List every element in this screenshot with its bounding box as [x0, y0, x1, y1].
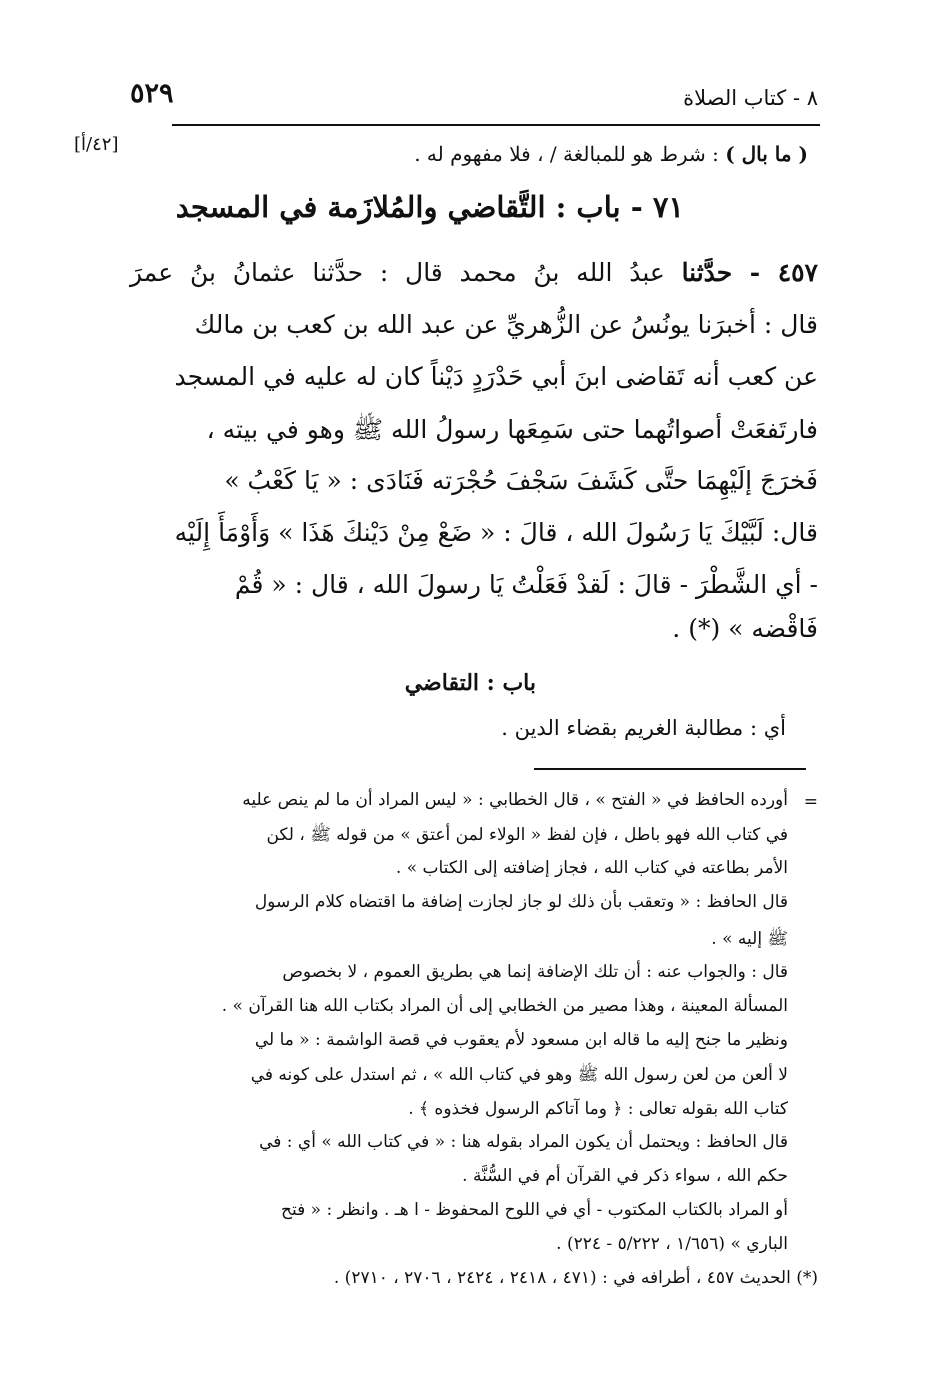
footnote-line: أو المراد بالكتاب المكتوب - أي في اللوح المحفوظ - ا هـ . وانظر : « فتح: [281, 1200, 788, 1220]
footnote-line: ﷺ إليه » .: [711, 929, 788, 949]
footnote-line: لا ألعن من لعن رسول الله ﷺ وهو في كتاب الله » ، ثم استدل على كونه في: [250, 1065, 788, 1085]
hadith-line-3: عن كعب أنه تَقاضى ابنَ أبي حَدْرَدٍ دَيْناً كان له عليه في المسجد: [174, 362, 818, 391]
manuscript-folio-ref: [٤٢/أ]: [74, 134, 119, 155]
header-rule: [172, 124, 820, 126]
hadith-cross-references: (*) الحديث ٤٥٧ ، أطرافه في : (٤٧١ ، ٢٤١٨ ، ٢٤٢٤ ، ٢٧٠٦ ، ٢٧١٠) .: [333, 1268, 818, 1288]
footnote-line: ونظير ما جنح إليه ما قاله ابن مسعود لأم يعقوب في قصة الواشمة : « ما لي: [254, 1030, 788, 1050]
hadith-line-4: فارتَفعَتْ أصواتُهما حتى سَمِعَها رسولُ الله ﷺ وهو في بيته ،: [206, 415, 818, 444]
footnote-line: في كتاب الله فهو باطل ، فإن لفظ « الولاء لمن أعتق » من قوله ﷺ ، لكن: [266, 825, 788, 845]
note-label: ( ما بال ): [725, 142, 808, 166]
footnote-line: حكم الله ، سواء ذكر في القرآن أم في السُّنَّة .: [462, 1166, 788, 1186]
chapter-title: ٧١ - باب : التَّقاضي والمُلازَمة في المسجد: [175, 190, 684, 224]
footnote-line: أورده الحافظ في « الفتح » ، قال الخطابي : « ليس المراد أن ما لم ينص عليه: [242, 790, 788, 810]
page-number: ٥٢٩: [130, 78, 174, 109]
hadith-number: ٤٥٧ - حدَّثنا: [681, 258, 818, 287]
footnote-line: قال الحافظ : « وتعقب بأن ذلك لو جاز لجازت إضافة ما اقتضاه كلام الرسول: [254, 892, 788, 912]
sub-section-text: أي : مطالبة الغريم بقضاء الدين .: [501, 716, 786, 740]
hadith-line-5: فَخرَجَ إلَيْهِمَا حتَّى كَشَفَ سَجْفَ حُجْرَته فَنَادَى : « يَا كَعْبُ »: [224, 466, 818, 495]
hadith-line-2: قال : أخبرَنا يونُسُ عن الزُّهريِّ عن عبد الله بن كعب بن مالك: [194, 310, 818, 339]
commentary-note: [414, 142, 808, 166]
footnote-line: الأمر بطاعته في كتاب الله ، فجاز إضافته إلى الكتاب » .: [395, 858, 788, 878]
hadith-text: عبدُ الله بنُ محمد قال : حدَّثنا عثمانُ بنُ عمرَ: [130, 258, 665, 287]
hadith-line-6: قال: لَبَّيْكَ يَا رَسُولَ الله ، قالَ : « ضَعْ مِنْ دَيْنكَ هَذَا » وَأَوْمَأَ إِلَيْه: [174, 518, 818, 547]
footnote-rule: [534, 768, 806, 770]
hadith-line-8: فَاقْضه » (*) .: [672, 614, 818, 643]
sub-section-title: باب : التقاضي: [404, 670, 536, 696]
footnote-line: قال : والجواب عنه : أن تلك الإضافة إنما هي بطريق العموم ، لا بخصوص: [282, 962, 788, 982]
hadith-line-1: [130, 258, 818, 287]
running-title: ٨ - كتاب الصلاة: [683, 86, 818, 110]
footnote-continuation-marker: =: [803, 792, 818, 812]
footnote-line: قال الحافظ : ويحتمل أن يكون المراد بقوله هنا : « في كتاب الله » أي : في: [259, 1132, 788, 1152]
footnote-line: المسألة المعينة ، وهذا مصير من الخطابي إلى أن المراد بكتاب الله هنا القرآن » .: [221, 996, 788, 1016]
hadith-line-7: - أي الشَّطْرَ - قالَ : لَقدْ فَعَلْتُ يَا رسولَ الله ، قال : « قُمْ: [234, 570, 818, 599]
footnote-line: الباري » (١/٦٥٦ ، ٥/٢٢٢ - ٢٢٤) .: [556, 1234, 788, 1254]
note-text: : شرط هو للمبالغة / ، فلا مفهوم له .: [414, 142, 719, 166]
footnote-line: كتاب الله بقوله تعالى : ﴿ وما آتاكم الرسول فخذوه ﴾ .: [408, 1099, 788, 1119]
